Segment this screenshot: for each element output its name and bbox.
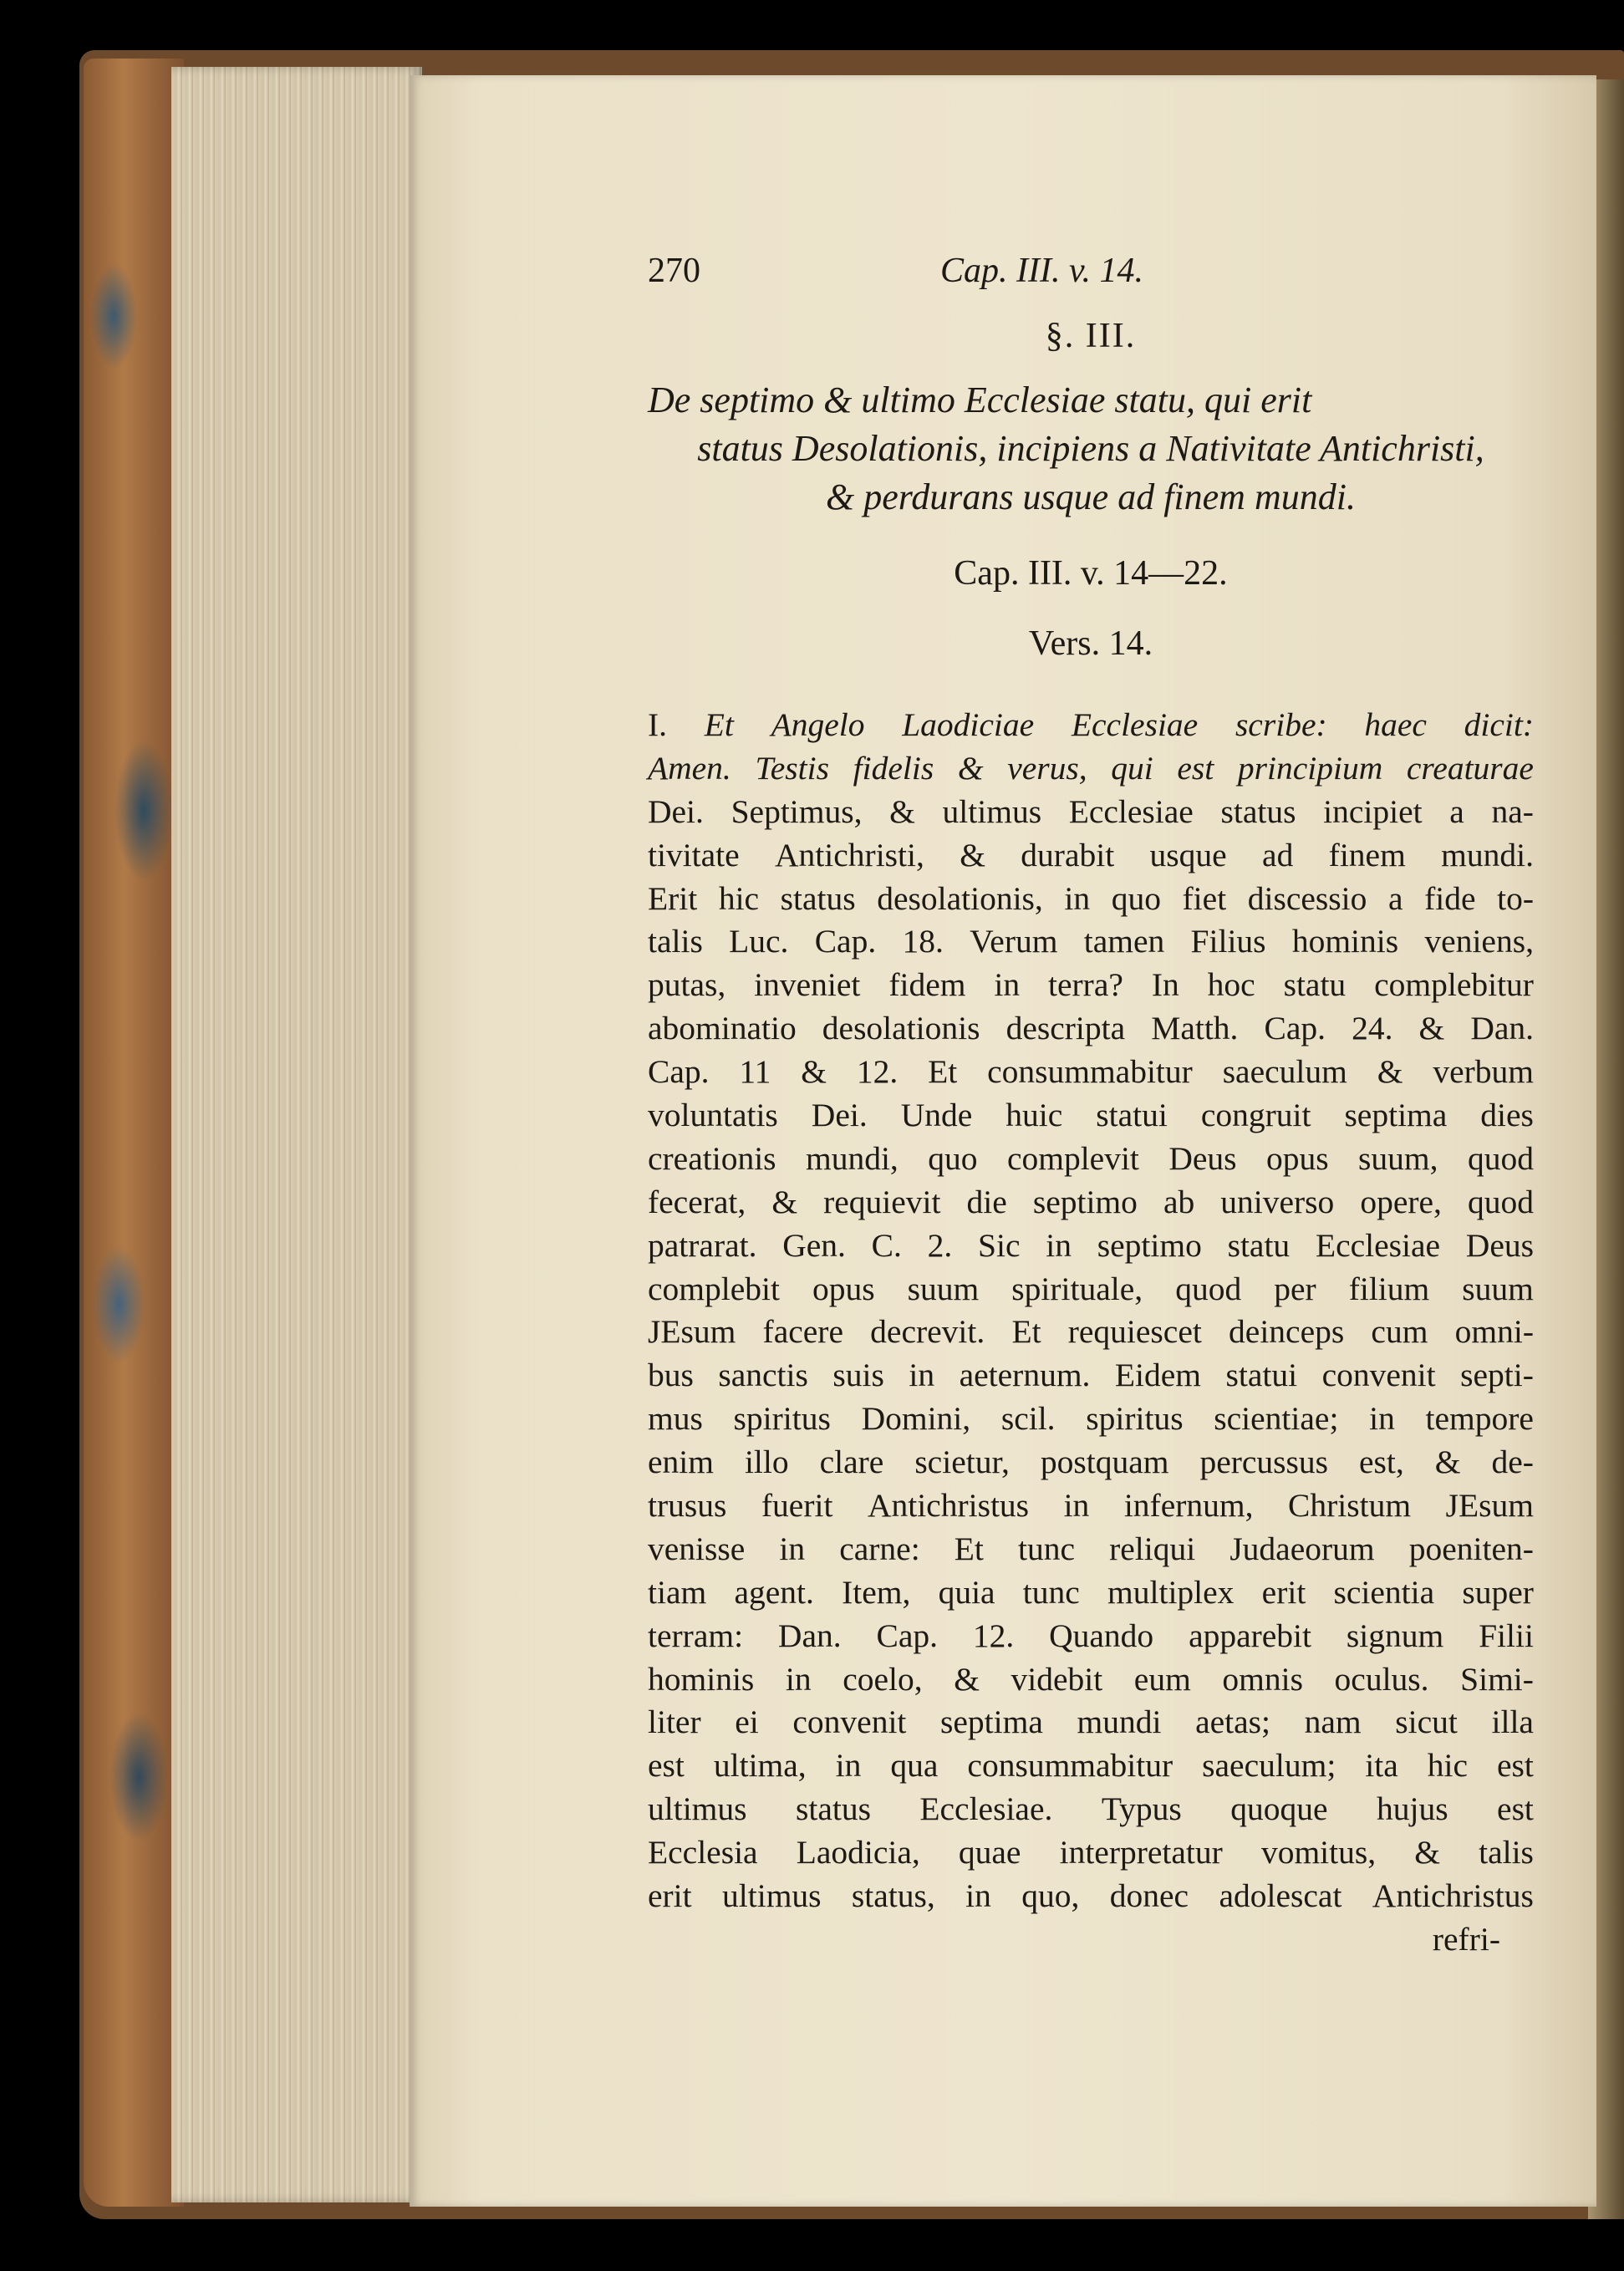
text-line: voluntatis Dei. Unde huic statui congruit septima dies <box>648 1097 1534 1134</box>
text-line: Cap. 11 & 12. Et consummabitur saeculum & verbum <box>648 1053 1534 1091</box>
text-line: bus sanctis suis in aeternum. Eidem statui convenit septi- <box>648 1357 1534 1394</box>
text-line: liter ei convenit septima mundi aetas; nam sicut illa <box>648 1703 1534 1741</box>
text-line: ultimus status Ecclesiae. Typus quoque hujus est <box>648 1790 1534 1828</box>
text-line: venisse in carne: Et tunc reliqui Judaeorum poeniten- <box>648 1530 1534 1567</box>
text-line: mus spiritus Domini, scil. spiritus scientiae; in tempore <box>648 1400 1534 1438</box>
text-line: hominis in coelo, & videbit eum omnis oculus. Simi- <box>648 1660 1534 1698</box>
text-line: Dei. Septimus, & ultimus Ecclesiae status incipiet a na- <box>648 792 1534 830</box>
marbled-edge <box>84 59 184 2207</box>
text-line: creationis mundi, quo complevit Deus opus suum, quod <box>648 1139 1534 1177</box>
text-line: JEsum facere decrevit. Et requiescet deinceps cum omni- <box>648 1313 1534 1351</box>
text-line: enim illo clare scietur, postquam percussus est, & de- <box>648 1444 1534 1481</box>
catchword: refri- <box>1432 1920 1500 1958</box>
verse-label: Vers. 14. <box>1028 624 1153 663</box>
text-line: fecerat, & requievit die septimo ab universo opere, quod <box>648 1183 1534 1220</box>
page-content <box>648 251 1534 1962</box>
page-header <box>648 251 1534 294</box>
text-line: complebit opus suum spirituale, quod per filium suum <box>648 1270 1534 1307</box>
page-number: 270 <box>648 252 700 290</box>
running-head: Cap. III. v. 14. <box>940 252 1143 290</box>
heading-line-2: status Desolationis, incipiens a Nativitate Antichristi, <box>697 428 1484 469</box>
text-line: trusus fuerit Antichristus in infernum, Christum JEsum <box>648 1487 1534 1525</box>
text-line: patrarat. Gen. C. 2. Sic in septimo statu Ecclesiae Deus <box>648 1226 1534 1264</box>
section-heading <box>648 376 1534 522</box>
heading-line-1: De septimo & ultimo Ecclesiae statu, qui erit <box>648 379 1312 420</box>
text-line: erit ultimus status, in quo, donec adolescat Antichristus <box>648 1877 1534 1915</box>
text-line: I. Et Angelo Laodiciae Ecclesiae scribe: haec dicit: <box>648 706 1534 743</box>
heading-line-3: & perdurans usque ad finem mundi. <box>826 476 1356 517</box>
body-text <box>648 704 1534 1918</box>
section-mark: §. III. <box>1045 317 1137 355</box>
text-line: Erit hic status desolationis, in quo fiet discessio a fide to- <box>648 879 1534 917</box>
text-line: terram: Dan. Cap. 12. Quando apparebit signum Filii <box>648 1617 1534 1654</box>
text-line: putas, inveniet fidem in terra? In hoc statu complebitur <box>648 966 1534 1004</box>
text-line: tiam agent. Item, quia tunc multiplex erit scientia super <box>648 1573 1534 1611</box>
text-line: abominatio desolationis descripta Matth. Cap. 24. & Dan. <box>648 1010 1534 1047</box>
text-line: Ecclesia Laodicia, quae interpretatur vomitus, & talis <box>648 1834 1534 1871</box>
page-edges <box>171 67 422 2202</box>
text-line: tivitate Antichristi, & durabit usque ad finem mundi. <box>648 836 1534 873</box>
text-line: Amen. Testis fidelis & verus, qui est principium creaturae <box>648 749 1534 787</box>
heading-line <box>648 376 1534 425</box>
chapter-reference: Cap. III. v. 14—22. <box>954 554 1228 593</box>
text-line: talis Luc. Cap. 18. Verum tamen Filius hominis veniens, <box>648 923 1534 960</box>
text-line: est ultima, in qua consummabitur saeculum; ita hic est <box>648 1747 1534 1785</box>
